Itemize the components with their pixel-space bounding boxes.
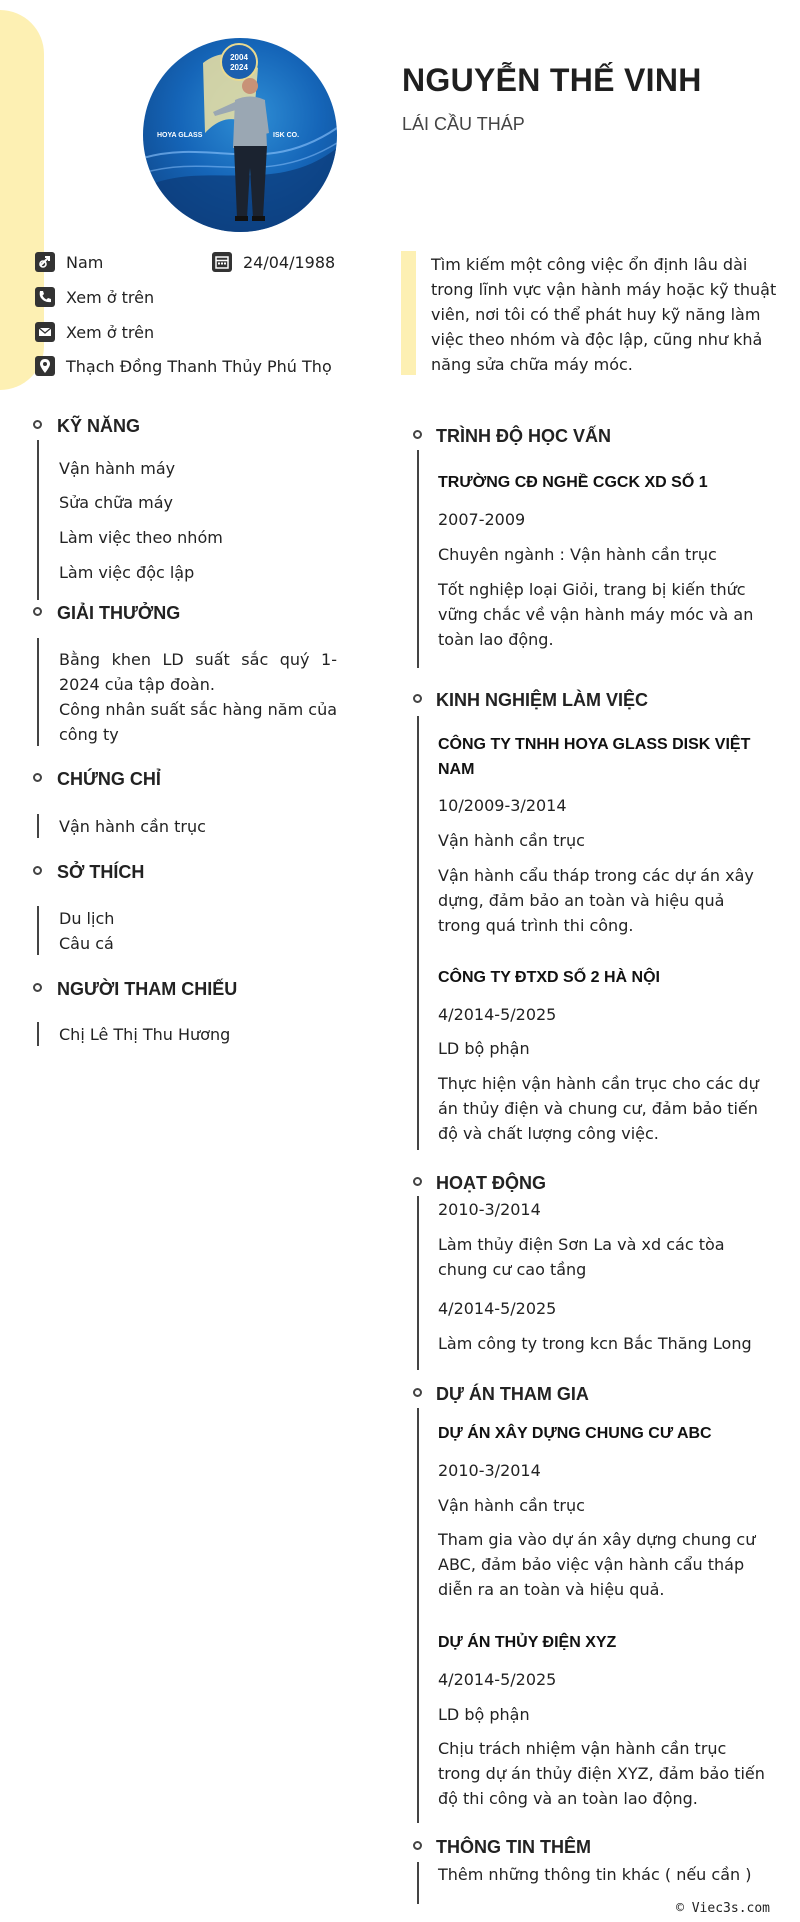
skill-item: Làm việc độc lập	[59, 563, 195, 582]
experience-description: Thực hiện vận hành cần trục cho các dự án thủy điện và chung cư, đảm bảo tiến độ và chất lượng công việc.	[438, 1074, 759, 1143]
additional-info-text: Thêm những thông tin khác ( nếu cần )	[438, 1865, 752, 1884]
experience-bullet	[413, 694, 422, 703]
project-name: DỰ ÁN THỦY ĐIỆN XYZ	[438, 1634, 617, 1651]
calendar-icon	[212, 252, 232, 272]
experience-period: 10/2009-3/2014	[438, 796, 567, 815]
address-row	[35, 356, 332, 376]
activity-description: Làm công ty trong kcn Bắc Thăng Long	[438, 1334, 752, 1353]
experience-company: CÔNG TY ĐTXD SỐ 2 HÀ NỘI	[438, 969, 660, 986]
experience-description: Vận hành cẩu tháp trong các dự án xây dựng, đảm bảo an toàn và hiệu quả trong quá trình thi công.	[438, 866, 754, 935]
experience-position: Vận hành cần trục	[438, 831, 585, 850]
activity-period: 4/2014-5/2025	[438, 1299, 557, 1318]
awards-title: GIẢI THƯỞNG	[57, 603, 181, 623]
education-description: Tốt nghiệp loại Giỏi, trang bị kiến thức vững chắc về vận hành máy móc và an toàn lao động.	[438, 580, 754, 649]
skill-item: Vận hành máy	[59, 459, 176, 478]
skill-item: Làm việc theo nhóm	[59, 528, 223, 547]
experience-company: CÔNG TY TNHH HOYA GLASS DISK VIỆT NAM	[438, 736, 751, 778]
hobbies-timeline	[37, 906, 39, 955]
certificates-title: CHỨNG CHỈ	[57, 769, 161, 789]
photo-badge-line2: 2024	[230, 63, 248, 72]
project-period: 4/2014-5/2025	[438, 1670, 557, 1689]
photo-banner-text: HOYA GLASS	[157, 132, 203, 139]
candidate-name: NGUYỄN THẾ VINH	[402, 62, 702, 98]
hobbies-title: SỞ THÍCH	[57, 862, 145, 882]
activity-period: 2010-3/2014	[438, 1200, 541, 1219]
awards-bullet	[33, 607, 42, 616]
photo-banner-text2: ISK CO.	[273, 132, 300, 139]
birthdate-row	[212, 252, 335, 272]
skills-timeline	[37, 440, 39, 600]
activities-timeline	[417, 1196, 419, 1370]
email-value: Xem ở trên	[66, 322, 155, 342]
activities-bullet	[413, 1177, 422, 1186]
references-title: NGƯỜI THAM CHIẾU	[57, 979, 238, 999]
experience-title: KINH NGHIỆM LÀM VIỆC	[436, 690, 649, 710]
location-pin-icon	[35, 356, 55, 376]
education-school: TRƯỜNG CĐ NGHỀ CGCK XD SỐ 1	[438, 474, 708, 491]
project-description: Tham gia vào dự án xây dựng chung cư ABC, đảm bảo việc vận hành cẩu tháp diễn ra an toàn và hiệu quả.	[438, 1530, 756, 1599]
projects-timeline	[417, 1408, 419, 1823]
email-icon	[35, 322, 55, 342]
footer-watermark: © Viec3s.com	[676, 1901, 770, 1916]
phone-row	[35, 287, 154, 307]
career-objective: Tìm kiếm một công việc ổn định lâu dài trong lĩnh vực vận hành máy hoặc kỹ thuật viên, nơi tôi có thể phát huy kỹ năng làm việc theo nhóm và độc lập, cũng như khả năng sửa chữa máy móc.	[431, 255, 777, 374]
gender-row	[35, 252, 103, 272]
email-row	[35, 322, 154, 342]
project-role: LD bộ phận	[438, 1705, 530, 1724]
project-role: Vận hành cần trục	[438, 1496, 585, 1515]
profile-photo	[143, 38, 337, 232]
hobby-item: Du lịch	[59, 909, 115, 928]
projects-bullet	[413, 1388, 422, 1397]
hobby-item: Câu cá	[59, 934, 114, 953]
skill-item: Sửa chữa máy	[59, 493, 174, 512]
profile-photo-illustration	[143, 38, 337, 232]
job-title: LÁI CẦU THÁP	[402, 114, 525, 134]
education-bullet	[413, 430, 422, 439]
certificates-bullet	[33, 773, 42, 782]
activity-description: Làm thủy điện Sơn La và xd các tòa chung cư cao tầng	[438, 1235, 725, 1279]
project-description: Chịu trách nhiệm vận hành cần trục trong dự án thủy điện XYZ, đảm bảo tiến độ thi công và an toàn lao động.	[438, 1739, 765, 1808]
education-timeline	[417, 450, 419, 668]
education-period: 2007-2009	[438, 510, 526, 529]
skills-title: KỸ NĂNG	[57, 416, 141, 436]
experience-position: LD bộ phận	[438, 1039, 530, 1058]
education-title: TRÌNH ĐỘ HỌC VẤN	[436, 426, 611, 446]
experience-timeline	[417, 716, 419, 1150]
experience-period: 4/2014-5/2025	[438, 1005, 557, 1024]
gender-icon	[35, 252, 55, 272]
additional-info-bullet	[413, 1841, 422, 1850]
awards-text: Bằng khen LD suất sắc quý 1-2024 của tập đoàn. Công nhân suất sắc hàng năm của công ty	[59, 650, 338, 744]
project-name: DỰ ÁN XÂY DỰNG CHUNG CƯ ABC	[438, 1425, 712, 1442]
awards-timeline	[37, 638, 39, 746]
references-bullet	[33, 983, 42, 992]
reference-item: Chị Lê Thị Thu Hương	[59, 1025, 231, 1044]
references-timeline	[37, 1022, 39, 1046]
project-period: 2010-3/2014	[438, 1461, 541, 1480]
gender-value: Nam	[66, 252, 104, 272]
education-major: Chuyên ngành : Vận hành cần trục	[438, 545, 717, 564]
additional-info-title: THÔNG TIN THÊM	[436, 1837, 591, 1857]
skills-bullet	[33, 420, 42, 429]
activities-title: HOẠT ĐỘNG	[436, 1173, 546, 1193]
birthdate-value: 24/04/1988	[243, 252, 336, 272]
address-value: Thạch Đồng Thanh Thủy Phú Thọ	[66, 356, 332, 376]
projects-title: DỰ ÁN THAM GIA	[436, 1384, 589, 1404]
photo-badge-line1: 2004	[230, 53, 248, 62]
certificate-item: Vận hành cần trục	[59, 817, 206, 836]
additional-info-timeline	[417, 1862, 419, 1904]
phone-icon	[35, 287, 55, 307]
certificates-timeline	[37, 814, 39, 838]
hobbies-bullet	[33, 866, 42, 875]
phone-value: Xem ở trên	[66, 287, 155, 307]
